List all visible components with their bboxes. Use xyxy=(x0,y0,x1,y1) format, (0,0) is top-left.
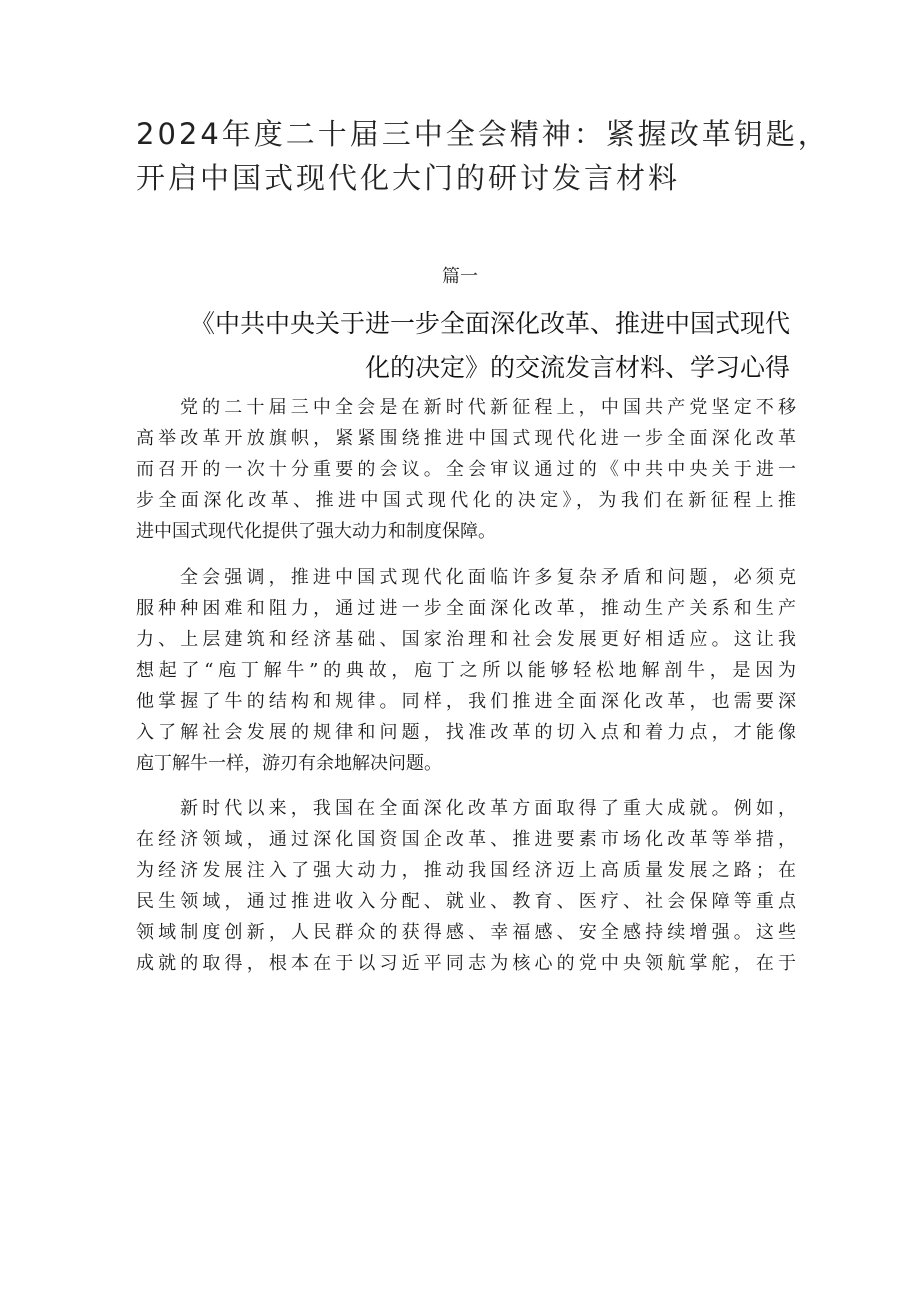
section-title xyxy=(150,302,790,390)
paragraph-line: 为经济发展注入了强大动力，推动我国经济迈上高质量发展之路；在 xyxy=(136,860,796,881)
paragraph-line: 领域制度创新，人民群众的获得感、幸福感、安全感持续增强。这些 xyxy=(136,922,796,943)
paragraph-2 xyxy=(136,562,796,779)
document-title xyxy=(136,112,836,200)
body-text xyxy=(136,392,796,994)
paragraph-line: 党的二十届三中全会是在新时代新征程上，中国共产党坚定不移 xyxy=(180,397,796,418)
paragraph-line: 民生领域，通过推进收入分配、就业、教育、医疗、社会保障等重点 xyxy=(136,891,796,912)
paragraph-line: 他掌握了牛的结构和规律。同样，我们推进全面深化改革，也需要深 xyxy=(136,690,796,712)
paragraph-line: 服种种困难和阻力，通过进一步全面深化改革，推动生产关系和生产 xyxy=(136,597,796,619)
document-title-line: 2024年度二十届三中全会精神：紧握改革钥匙， xyxy=(136,117,830,151)
section-title-line: 《中共中央关于进一步全面深化改革、推进中国式现代 xyxy=(189,309,790,338)
paragraph-line: 进中国式现代化提供了强大动力和制度保障。 xyxy=(136,521,496,542)
paragraph-line: 力、上层建筑和经济基础、国家治理和社会发展更好相适应。这让我 xyxy=(136,628,796,650)
paragraph-3 xyxy=(136,793,796,979)
paragraph-line: 在经济领域，通过深化国资国企改革、推进要素市场化改革等举措， xyxy=(136,829,796,850)
paragraph-line: 步全面深化改革、推进中国式现代化的决定》，为我们在新征程上推 xyxy=(136,490,796,511)
paragraph-1 xyxy=(136,392,796,547)
section-label: 篇一 xyxy=(442,266,478,287)
paragraph-line: 入了解社会发展的规律和问题，找准改革的切入点和着力点，才能像 xyxy=(136,721,796,743)
paragraph-line: 而召开的一次十分重要的会议。全会审议通过的《中共中央关于进一 xyxy=(136,459,796,480)
paragraph-line: 庖丁解牛一样，游刃有余地解决问题。 xyxy=(136,752,442,774)
paragraph-line: 新时代以来，我国在全面深化改革方面取得了重大成就。例如， xyxy=(180,798,796,819)
section-title-line: 化的决定》的交流发言材料、学习心得 xyxy=(364,353,790,382)
paragraph-line: 成就的取得，根本在于以习近平同志为核心的党中央领航掌舵，在于 xyxy=(136,953,796,974)
paragraph-line: 想起了“庖丁解牛”的典故，庖丁之所以能够轻松地解剖牛，是因为 xyxy=(136,659,796,681)
document-title-line: 开启中国式现代化大门的研讨发言材料 xyxy=(136,161,681,195)
paragraph-line: 高举改革开放旗帜，紧紧围绕推进中国式现代化进一步全面深化改革 xyxy=(136,428,796,449)
paragraph-line: 全会强调，推进中国式现代化面临许多复杂矛盾和问题，必须克 xyxy=(180,566,796,588)
